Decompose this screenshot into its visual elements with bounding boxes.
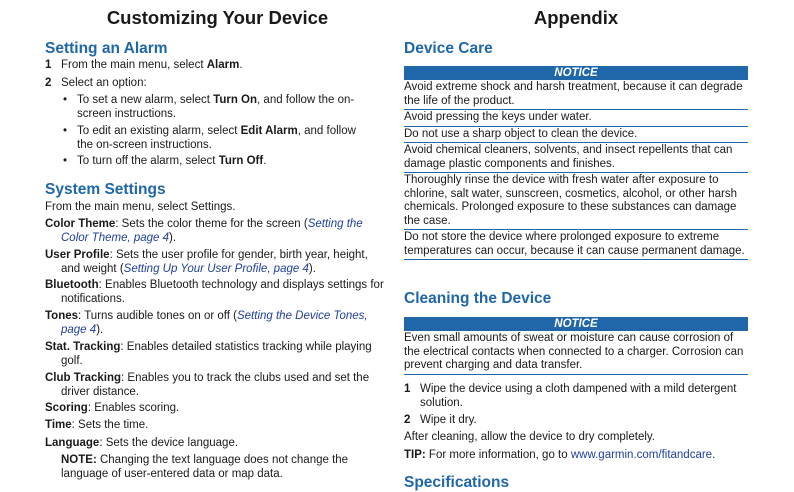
language-note: NOTE: Changing the text language does not change the language of user-entered data or map data. — [61, 454, 349, 480]
alarm-option-turn-on: • To set a new alarm, select Turn On, and follow the on-screen instructions. — [63, 94, 370, 121]
care-notice-row: Thoroughly rinse the device with fresh water after exposure to chlorine, salt water, sunscreen, cosmetics, alcohol, or other harsh chemicals. Prolonged exposure to these substances can damage the case. — [404, 173, 748, 230]
chapter-title-left: Customizing Your Device — [106, 7, 329, 28]
cleaning-notice — [404, 317, 748, 375]
system-intro: From the main menu, select Settings. — [45, 201, 236, 213]
alarm-step-1: 1 From the main menu, select Alarm. — [45, 59, 243, 71]
cleaning-notice-text: Even small amounts of sweat or moisture can cause corrosion of the electrical contacts when connected to a charger. Corrosion can prevent charging and data transfer. — [404, 331, 748, 375]
heading-cleaning-device: Cleaning the Device — [404, 290, 552, 307]
setting-time: Time: Sets the time. — [45, 419, 149, 431]
heading-system-settings: System Settings — [45, 181, 166, 198]
alarm-option-edit: • To edit an existing alarm, select Edit Alarm, and follow the on-screen instructions. — [63, 125, 370, 152]
setting-color-theme: Color Theme: Sets the color theme for the screen (Setting the Color Theme, page 4). — [45, 218, 363, 244]
setting-stat-tracking: Stat. Tracking: Enables detailed statistics tracking while playing golf. — [45, 341, 372, 367]
alarm-step-2: 2 Select an option: — [45, 77, 147, 89]
device-care-notice — [404, 66, 748, 260]
setting-language: Language: Sets the device language. — [45, 437, 239, 449]
left-column — [45, 0, 390, 483]
right-column — [404, 0, 748, 491]
care-notice-row: Avoid pressing the keys under water. — [404, 110, 748, 127]
care-notice-row: Avoid chemical cleaners, solvents, and insect repellents that can damage plastic components and finishes. — [404, 143, 748, 173]
care-notice-row: Avoid extreme shock and harsh treatment, because it can degrade the life of the product. — [404, 80, 748, 110]
setting-user-profile: User Profile: Sets the user profile for gender, birth year, height, and weight (Setting Up Your User Profile, page 4). — [45, 249, 368, 275]
care-notice-row: Do not use a sharp object to clean the device. — [404, 127, 748, 144]
heading-device-care: Device Care — [404, 40, 493, 57]
notice-banner: NOTICE — [404, 317, 748, 331]
garmin-fitandcare-link[interactable]: www.garmin.com/fitandcare — [570, 449, 713, 461]
heading-specifications: Specifications — [404, 474, 510, 491]
setting-tones: Tones: Turns audible tones on or off (Setting the Device Tones, page 4). — [45, 310, 368, 336]
setting-scoring: Scoring: Enables scoring. — [45, 402, 180, 414]
notice-banner: NOTICE — [404, 66, 748, 80]
setting-bluetooth: Bluetooth: Enables Bluetooth technology and displays settings for notifications. — [45, 279, 384, 305]
care-notice-row: Do not store the device where prolonged exposure to extreme temperatures can occur, because it can cause permanent damage. — [404, 230, 748, 260]
xref-user-profile[interactable]: Setting Up Your User Profile, page 4 — [123, 262, 309, 275]
cleaning-step-2: 2 Wipe it dry. — [404, 414, 477, 426]
xref-device-tones[interactable]: Setting the Device Tones, page 4 — [61, 310, 368, 336]
chapter-title-right: Appendix — [533, 7, 619, 28]
cleaning-step-1: 1 Wipe the device using a cloth dampened with a mild detergent solution. — [404, 383, 737, 409]
xref-color-theme[interactable]: Setting the Color Theme, page 4 — [61, 218, 363, 244]
alarm-option-turn-off: • To turn off the alarm, select Turn Off. — [63, 155, 390, 169]
setting-club-tracking: Club Tracking: Enables you to track the clubs used and set the driver distance. — [45, 372, 370, 398]
cleaning-tip: TIP: For more information, go to www.garmin.com/fitandcare. — [404, 449, 716, 461]
heading-setting-alarm: Setting an Alarm — [45, 40, 168, 57]
cleaning-after: After cleaning, allow the device to dry completely. — [404, 431, 655, 443]
